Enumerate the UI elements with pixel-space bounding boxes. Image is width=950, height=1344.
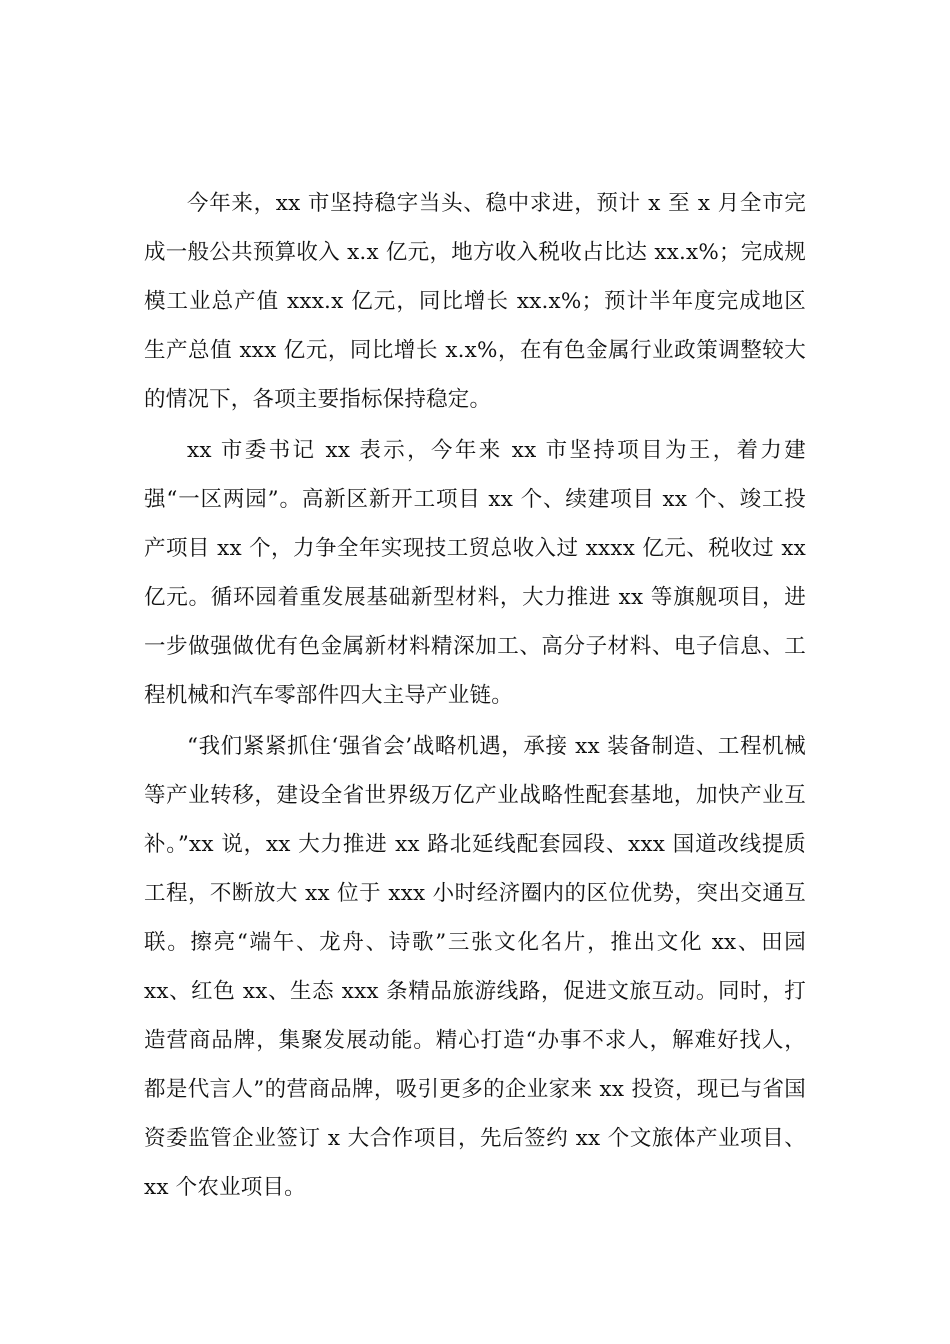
paragraph-project-development: xx 市委书记 xx 表示，今年来 xx 市坚持项目为王，着力建强“一区两园”。高新区新开工项目 xx 个、续建项目 xx 个、竣工投产项目 xx 个，力争全年实现技工贸总收入过 xxxx 亿元、税收过 xx 亿元。循环园着重发展基础新型材料，大力推进 xx 等旗舰项目，进一步做强做优有色金属新材料精深加工、高分子材料、电子信息、工程机械和汽车零部件四大主导产业链。 [144,438,806,708]
document-body [144,179,806,1214]
paragraph-economic-indicators: 今年来，xx 市坚持稳字当头、稳中求进，预计 x 至 x 月全市完成一般公共预算收入 x.x 亿元，地方收入税收占比达 xx.x%；完成规模工业总产值 xxx.x 亿元，同比增长 xx.x%；预计半年度完成地区生产总值 xxx 亿元，同比增长 x.x%，在有色金属行业政策调整较大的情况下，各项主要指标保持稳定。 [144,191,806,412]
paragraph-industry-transfer: “我们紧紧抓住‘强省会’战略机遇，承接 xx 装备制造、工程机械等产业转移，建设全省世界级万亿产业战略性配套基地，加快产业互补。”xx 说，xx 大力推进 xx 路北延线配套园段、xxx 国道改线提质工程，不断放大 xx 位于 xxx 小时经济圈内的区位优势，突出交通互联。擦亮“端午、龙舟、诗歌”三张文化名片，推出文化 xx、田园 xx、红色 xx、生态 xxx 条精品旅游线路，促进文旅互动。同时，打造营商品牌，集聚发展动能。精心打造“办事不求人，解难好找人，都是代言人”的营商品牌，吸引更多的企业家来 xx 投资，现已与省国资委监管企业签订 x 大合作项目，先后签约 xx 个文旅体产业项目、xx 个农业项目。 [144,734,806,1200]
